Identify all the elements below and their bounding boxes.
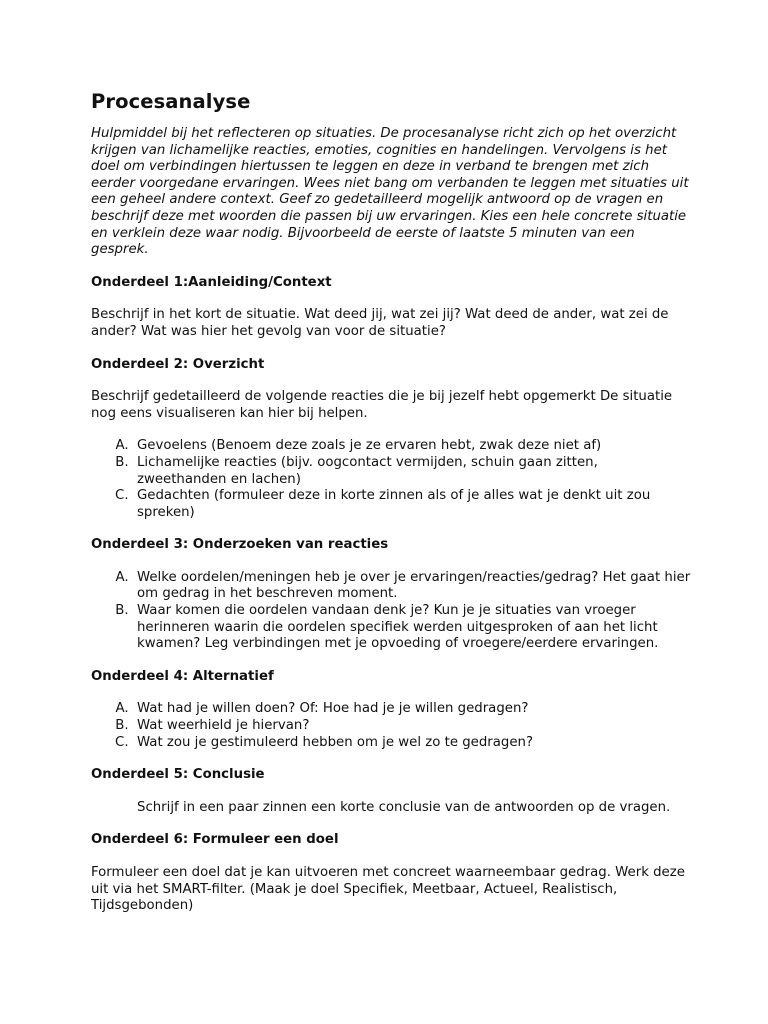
section-text-1: Beschrijf in het kort de situatie. Wat deed jij, wat zei jij? Wat deed de ander, wat zei de ander? Wat was hier het gevolg van voor de situatie? [91, 307, 669, 339]
list-item: B. Lichamelijke reacties (bijv. oogcontact vermijden, schuin gaan zitten, zweethanden en lachen) [137, 455, 691, 488]
list-item: A. Gevoelens (Benoem deze zoals je ze ervaren hebt, zwak deze niet af) [137, 438, 691, 455]
list-item: C. Gedachten (formuleer deze in korte zinnen als of je alles wat je denkt uit zou spreken) [137, 488, 691, 521]
section-heading-5: Onderdeel 5: Conclusie [91, 767, 265, 783]
intro-paragraph: Hulpmiddel bij het reflecteren op situaties. De procesanalyse richt zich op het overzicht krijgen van lichamelijke reacties, emoties, cognities en handelingen. Vervolgens is het doel om verbindingen hiertussen te leggen en deze in verband te brengen met zich eerder voorgedane ervaringen. Wees niet bang om verbanden te leggen met situaties uit een geheel andere context. Geef zo gedetailleerd mogelijk antwoord op de vragen en beschrijf deze met woorden die passen bij uw ervaringen. Kies een hele concrete situatie en verklein deze waar nodig. Bijvoorbeeld de eerste of laatste 5 minuten van een gesprek. [91, 126, 689, 258]
section-list-2 [91, 438, 691, 521]
section-list-3 [91, 570, 691, 653]
section-heading-3: Onderdeel 3: Onderzoeken van reacties [91, 537, 389, 553]
list-item: A. Welke oordelen/meningen heb je over je ervaringen/reacties/gedrag? Het gaat hier om gedrag in het beschreven moment. [137, 570, 691, 603]
section-heading-1: Onderdeel 1:Aanleiding/Context [91, 274, 332, 290]
section-text-6: Formuleer een doel dat je kan uitvoeren met concreet waarneembaar gedrag. Werk deze uit via het SMART-filter. (Maak je doel Specifiek, Meetbaar, Actueel, Realistisch, Tijdsgebonden) [91, 865, 685, 914]
list-item: B. Wat weerhield je hiervan? [137, 718, 691, 735]
list-item: B. Waar komen die oordelen vandaan denk je? Kun je je situaties van vroeger herinneren waarin die oordelen specifiek werden uitgesproken of aan het licht kwamen? Leg verbindingen met je opvoeding of vroegere/eerdere ervaringen. [137, 603, 691, 653]
section-text-2: Beschrijf gedetailleerd de volgende reacties die je bij jezelf hebt opgemerkt De situatie nog eens visualiseren kan hier bij helpen. [91, 389, 673, 421]
list-item: C. Wat zou je gestimuleerd hebben om je wel zo te gedragen? [137, 735, 691, 752]
section-text-5: Schrijf in een paar zinnen een korte conclusie van de antwoorden op de vragen. [137, 799, 671, 815]
document-page [91, 90, 691, 931]
section-heading-4: Onderdeel 4: Alternatief [91, 668, 274, 684]
section-list-4 [91, 701, 691, 751]
section-heading-2: Onderdeel 2: Overzicht [91, 356, 265, 372]
page-title: Procesanalyse [91, 90, 251, 113]
section-heading-6: Onderdeel 6: Formuleer een doel [91, 832, 339, 848]
list-item: A. Wat had je willen doen? Of: Hoe had je je willen gedragen? [137, 701, 691, 718]
